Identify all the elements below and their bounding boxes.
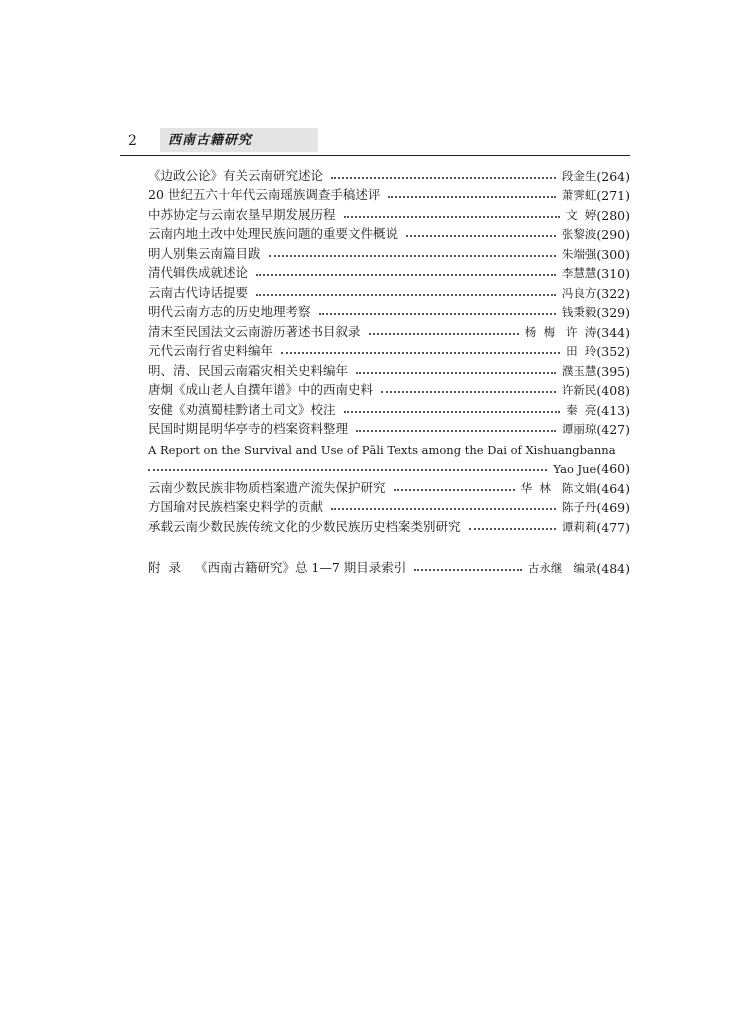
toc-entry: [148, 398, 630, 418]
dot-leader: [469, 528, 556, 530]
entry-author: Yao Jue: [553, 462, 597, 476]
entry-title: 云南内地土改中处理民族问题的重要文件概说: [148, 226, 399, 241]
entry-title: 安健《劝滇蜀桂黔诸土司文》校注: [148, 401, 336, 417]
entry-title: 明代云南方志的历史地理考察: [148, 304, 311, 319]
entry-page: (271): [596, 188, 630, 203]
entry-page: (460): [596, 461, 630, 476]
toc-entry: [148, 262, 630, 282]
entry-author: 杨 梅 许 涛: [524, 324, 597, 339]
dot-leader: [406, 235, 556, 237]
page-number: 2: [128, 133, 137, 149]
entry-title: 明人别集云南篇目跋: [148, 245, 261, 261]
entry-page: (264): [596, 168, 630, 184]
entry-title: 唐炯《成山老人自撰年谱》中的西南史料: [148, 382, 374, 397]
entry-title: 清代辑佚成就述论: [148, 265, 249, 280]
entry-page: (300): [596, 246, 630, 262]
entry-author: 秦 亮: [566, 402, 597, 417]
appendix-entry: [148, 556, 630, 576]
toc-entry: [148, 164, 630, 184]
dot-leader: [381, 391, 556, 393]
entry-title: 明、清、民国云南霜灾相关史料编年: [148, 362, 349, 378]
entry-title: 云南古代诗话提要: [148, 284, 249, 300]
dot-leader: [319, 313, 556, 315]
toc-entry: [148, 281, 630, 301]
entry-author: 田 玲: [566, 344, 597, 358]
appendix-author: 古永继 编录: [527, 560, 597, 575]
dot-leader: [356, 372, 556, 374]
toc-entry: [148, 242, 630, 262]
entry-title: 中苏协定与云南农垦早期发展历程: [148, 206, 336, 222]
entry-author: 萧霁虹: [561, 188, 597, 202]
toc-entry: [148, 340, 630, 360]
dot-leader: [331, 508, 556, 510]
entry-author: 谭莉莉: [561, 519, 597, 534]
entry-page: (329): [596, 305, 630, 320]
entry-author: 冯良方: [561, 285, 597, 300]
toc-entry: [148, 320, 630, 340]
entry-author: 许新民: [561, 383, 597, 397]
toc-entry: [148, 359, 630, 379]
entry-page: (427): [596, 422, 630, 437]
entry-author: 李慧慧: [561, 266, 597, 280]
entry-page: (352): [596, 344, 630, 359]
dot-leader: [256, 294, 556, 296]
entry-author: 朱端强: [561, 246, 597, 261]
dot-leader: [281, 352, 560, 354]
toc-entry: [148, 418, 630, 438]
entry-author: 文 婷: [566, 207, 597, 222]
entry-author: 钱秉毅: [561, 305, 597, 319]
english-entry-title: A Report on the Survival and Use of Pāli Texts among the Dai of Xishuangbanna: [148, 442, 616, 457]
toc-entry: [148, 496, 630, 516]
toc-entry: [148, 184, 630, 204]
dot-leader: [331, 177, 556, 179]
entry-author: 华 林 陈文娟: [520, 480, 597, 495]
entry-author: 濮玉慧: [561, 363, 597, 378]
dot-leader: [148, 469, 547, 471]
dot-leader: [344, 216, 561, 218]
entry-title: 清末至民国法文云南游历著述书目叙录: [148, 323, 361, 339]
entry-page: (464): [596, 480, 630, 496]
entry-page: (280): [596, 207, 630, 223]
entry-page: (408): [596, 383, 630, 398]
entry-title: 民国时期昆明华亭寺的档案资料整理: [148, 421, 349, 436]
entry-author: 陈子丹: [561, 500, 597, 514]
journal-title: 西南古籍研究: [160, 128, 318, 152]
toc-entry: [148, 379, 630, 399]
entry-title: 云南少数民族非物质档案遗产流失保护研究: [148, 479, 386, 495]
dot-leader: [414, 569, 522, 571]
entry-page: (290): [596, 227, 630, 242]
entry-page: (322): [596, 285, 630, 301]
entry-title: 元代云南行省史料编年: [148, 343, 274, 358]
entry-page: (469): [596, 500, 630, 515]
appendix-page: (484): [596, 560, 630, 576]
dot-leader: [394, 489, 515, 491]
dot-leader: [269, 255, 556, 257]
entry-page: (477): [596, 519, 630, 535]
appendix-title: 《西南古籍研究》总 1—7 期目录索引: [194, 559, 407, 575]
entry-author: 段金生: [561, 168, 597, 183]
dot-leader: [369, 333, 519, 335]
dot-leader: [344, 411, 561, 413]
entry-title: 承载云南少数民族传统文化的少数民族历史档案类别研究: [148, 518, 461, 534]
dot-leader: [388, 196, 555, 198]
entry-title: 20 世纪五六十年代云南瑶族调查手稿述评: [148, 187, 381, 202]
entry-page: (344): [596, 324, 630, 340]
entry-author: 张黎波: [561, 227, 597, 241]
header-rule: [120, 155, 630, 156]
dot-leader: [256, 274, 556, 276]
toc-entry: [148, 515, 630, 535]
entry-page: (413): [596, 402, 630, 418]
entry-author: 谭丽琼: [561, 422, 597, 436]
toc-entry: [148, 476, 630, 496]
table-of-contents: [148, 164, 630, 535]
entry-page: (310): [596, 266, 630, 281]
entry-page: (395): [596, 363, 630, 379]
toc-entry: [148, 203, 630, 223]
entry-title: 方国瑜对民族档案史料学的贡献: [148, 499, 324, 514]
toc-entry: [148, 301, 630, 321]
toc-entry: [148, 223, 630, 243]
entry-title: 《边政公论》有关云南研究述论: [148, 167, 324, 183]
dot-leader: [356, 430, 556, 432]
appendix-label: 附 录: [148, 559, 181, 575]
english-entry: [148, 457, 630, 477]
